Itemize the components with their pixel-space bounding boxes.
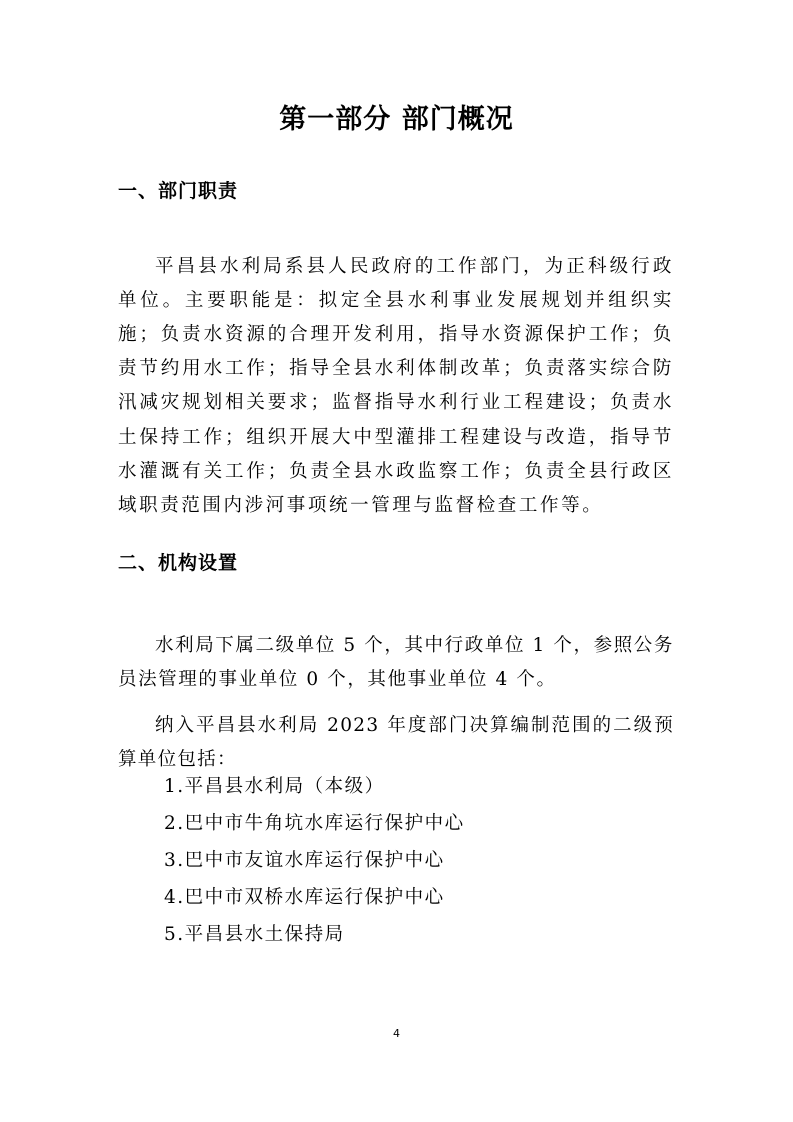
budget-scope-paragraph: 纳入平昌县水利局 2023 年度部门决算编制范围的二级预算单位包括： <box>118 714 674 770</box>
page-title: 第一部分 部门概况 <box>279 104 514 135</box>
section-heading-organization: 二、机构设置 <box>118 552 239 574</box>
list-item: 5.平昌县水土保持局 <box>164 924 345 945</box>
list-item: 4.巴中市双桥水库运行保护中心 <box>164 887 445 908</box>
duties-paragraph: 平昌县水利局系县人民政府的工作部门，为正科级行政单位。主要职能是：拟定全县水利事业发展规划并组织实施；负责水资源的合理开发利用，指导水资源保护工作；负责节约用水工作；指导全县水利体制改革；负责落实综合防汛减灾规划相关要求；监督指导水利行业工程建设；负责水土保持工作；组织开展大中型灌排工程建设与改造，指导节水灌溉有关工作；负责全县水政监察工作；负责全县行政区域职责范围内涉河事项统一管理与监督检查工作等。 <box>118 255 674 516</box>
page-number: 4 <box>393 1027 400 1040</box>
list-item: 2.巴中市牛角坑水库运行保护中心 <box>164 813 465 834</box>
list-item: 3.巴中市友谊水库运行保护中心 <box>164 850 445 871</box>
budget-unit-list <box>164 768 465 953</box>
list-item: 1.平昌县水利局（本级） <box>164 776 385 797</box>
organization-paragraph: 水利局下属二级单位 5 个，其中行政单位 1 个，参照公务员法管理的事业单位 0 个，其他事业单位 4 个。 <box>118 634 674 690</box>
section-heading-duties: 一、部门职责 <box>118 180 239 202</box>
